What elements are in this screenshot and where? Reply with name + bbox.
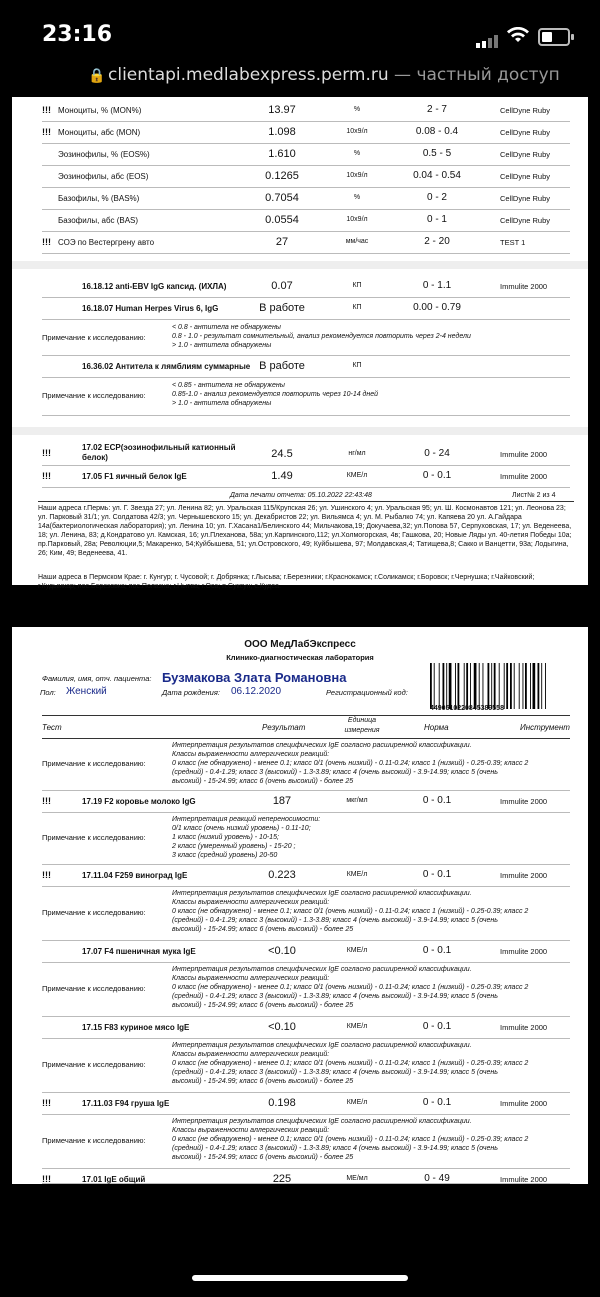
test-result: <0.10: [268, 945, 296, 957]
table-row: [42, 187, 570, 210]
test-note: Примечание к исследованию: Интерпретация результатов специфических IgE согласно расширенной классификации. Классы выраженности аллергических реакций: 0 класс (не обнаружено) - менее 0.1; класс 0/1 (очень низкий) - 0.11-0.24; класс 1 (низкий) - 0.25-0.39; класс 2 (средний) - 0.4-1.29; класс 3 (высокий) - 1.3-3.89; класс 4 (очень высокий) - 3.9-14.99; класс 5 (очень высокий) - 15-24.99; класс 6 (очень высокий) - более 25: [42, 1114, 570, 1169]
abnormal-marker: !!!: [42, 1098, 51, 1108]
section-separator: [12, 427, 588, 435]
address-bar[interactable]: [0, 60, 600, 96]
sheet-number: Лист№ 2 из 4: [512, 492, 556, 499]
section-separator: [12, 261, 588, 269]
test-result: 0.07: [271, 280, 293, 292]
test-norm: 0 - 0.1: [422, 869, 452, 880]
test-instrument: Immulite 2000: [500, 1023, 548, 1032]
test-instrument: CellDyne Ruby: [500, 150, 551, 159]
cellular-signal-icon: [476, 30, 500, 48]
test-norm: 0 - 1.1: [422, 280, 452, 291]
clock: 23:16: [42, 22, 113, 47]
test-norm: 0.04 - 0.54: [413, 170, 461, 181]
test-result: 0.198: [268, 1097, 296, 1109]
barcode-number: 4490510220845389558: [430, 705, 504, 712]
test-name: Эозинофилы, абс (EOS): [58, 172, 149, 181]
test-result: 1.610: [268, 148, 296, 160]
test-norm: 2 - 7: [426, 104, 447, 115]
patient-dob: 06.12.2020: [231, 686, 282, 697]
test-result: 1.098: [268, 126, 296, 138]
test-unit: КП: [352, 304, 362, 311]
test-name: Эозинофилы, % (EOS%): [58, 150, 150, 159]
status-bar: [0, 0, 600, 60]
battery-icon: [538, 28, 570, 46]
test-instrument: Immulite 2000: [500, 282, 548, 291]
test-note: Примечание к исследованию: < 0.85 - антитела не обнаружены 0.85-1.0 - анализ рекомендуется повторить через 10-14 дней > 1.0 - антитела обнаружены: [42, 377, 570, 416]
test-result: 225: [272, 1173, 292, 1185]
test-norm: 0.5 - 5: [422, 148, 452, 159]
test-name: 17.19 F2 коровье молоко IgG: [82, 797, 196, 806]
test-name: 17.02 ECP(эозинофильный катионный: [82, 443, 236, 452]
addresses-region: Наши адреса в Пермском Крае: г. Кунгур; г. Чусовой; г. Добрянка; г.Лысьва; г.Березники; г.Краснокамск; г.Соликамск; г.Боровск; г.Чернушка; г.Чайковский; г.Кудымкар; пос.Березовка; пос.Полазна; г.Нытва; г.Оса; п.Суксун; с.Кудеа.: [38, 574, 535, 590]
barcode-icon: [430, 663, 580, 709]
test-name: 16.18.07 Human Herpes Virus 6, IgG: [82, 304, 219, 313]
test-result: В работе: [259, 302, 305, 314]
abnormal-marker: !!!: [42, 796, 51, 806]
test-unit: МЕ/мл: [346, 1175, 368, 1182]
abnormal-marker: !!!: [42, 870, 51, 880]
test-name: 16.36.02 Антитела к лямблиям суммарные: [82, 362, 251, 371]
test-unit: КМЕ/л: [346, 472, 368, 479]
table-row: [42, 465, 570, 488]
test-instrument: CellDyne Ruby: [500, 106, 551, 115]
table-row: [42, 121, 570, 144]
test-name: Базофилы, % (BAS%): [58, 194, 140, 203]
test-instrument: CellDyne Ruby: [500, 194, 551, 203]
test-unit: 10х9/л: [346, 128, 368, 135]
test-instrument: CellDyne Ruby: [500, 172, 551, 181]
test-result: 0.1265: [265, 170, 299, 182]
table-row: [42, 209, 570, 232]
test-instrument: Immulite 2000: [500, 472, 548, 481]
test-unit: КМЕ/л: [346, 1099, 368, 1106]
test-result: В работе: [259, 360, 305, 372]
test-note: Примечание к исследованию: Интерпретация реакций непереносимости: 0/1 класс (очень низкий уровень) - 0.11-10; 1 класс (низкий уровень) - 10-15; 2 класс (умеренный уровень) - 15-20 ; 3 класс (средний уровень) 20-50: [42, 812, 570, 865]
test-result: 27: [275, 236, 289, 248]
test-norm: 0 - 0.1: [422, 1097, 452, 1108]
table-row: [42, 441, 570, 466]
table-row: [42, 297, 570, 320]
table-row: [42, 165, 570, 188]
test-norm: 0 - 49: [424, 1173, 450, 1184]
test-norm: 0 - 1: [426, 214, 447, 225]
test-unit: %: [353, 194, 361, 201]
abnormal-marker: !!!: [42, 127, 51, 137]
test-note: Примечание к исследованию: Интерпретация результатов специфических IgE согласно расширенной классификации. Классы выраженности аллергических реакций: 0 класс (не обнаружено) - менее 0.1; класс 0/1 (очень низкий) - 0.11-0.24; класс 1 (низкий) - 0.25-0.39; класс 2 (средний) - 0.4-1.29; класс 3 (высокий) - 1.3-3.89; класс 4 (очень высокий) - 3.9-14.99; класс 5 (очень высокий) - 15-24.99; класс 6 (очень высокий) - более 25: [42, 1038, 570, 1093]
test-note: Примечание к исследованию: < 0.8 - антитела не обнаружены 0.8 - 1.0 - результат сомнительный, анализ рекомендуется повторить через 2-4 недели > 1.0 - антитела обнаружены: [42, 319, 570, 356]
test-instrument: Immulite 2000: [500, 871, 548, 880]
test-norm: 0.00 - 0.79: [413, 302, 461, 313]
table-row: [42, 1016, 570, 1039]
test-result: 13.97: [268, 104, 296, 116]
divider: [38, 501, 574, 502]
table-header: Тест Результат Единица измерения Норма Инструмент: [42, 715, 570, 739]
test-name: 16.18.12 anti-EBV IgG капсид. (ИХЛА): [82, 282, 227, 291]
print-date: Дата печати отчета: 05.10.2022 22:43:48: [230, 492, 372, 499]
test-norm: 0 - 24: [424, 448, 450, 459]
test-instrument: Immulite 2000: [500, 947, 548, 956]
test-norm: 0 - 0.1: [422, 795, 452, 806]
test-name: 17.11.03 F94 груша IgE: [82, 1099, 170, 1108]
test-unit: 10х9/л: [346, 216, 368, 223]
test-name: 17.01 IgE общий: [82, 1175, 146, 1184]
test-instrument: Immulite 2000: [500, 797, 548, 806]
test-name-cont: белок): [82, 453, 108, 462]
test-instrument: CellDyne Ruby: [500, 216, 551, 225]
table-row: [42, 99, 570, 122]
test-note: Примечание к исследованию: Интерпретация результатов специфических IgE согласно расширенной классификации. Классы выраженности аллергических реакций: 0 класс (не обнаружено) - менее 0.1; класс 0/1 (очень низкий) - 0.11-0.24; класс 1 (низкий) - 0.25-0.39; класс 2 (средний) - 0.4-1.29; класс 3 (высокий) - 1.3-3.89; класс 4 (очень высокий) - 3.9-14.99; класс 5 (очень высокий) - 15-24.99; класс 6 (очень высокий) - более 25: [42, 738, 570, 791]
abnormal-marker: !!!: [42, 471, 51, 481]
test-note: Примечание к исследованию: Интерпретация результатов специфических IgE согласно расширенной классификации. Классы выраженности аллергических реакций: 0 класс (не обнаружено) - менее 0.1; класс 0/1 (очень низкий) - 0.11-0.24; класс 1 (низкий) - 0.25-0.39; класс 2 (средний) - 0.4-1.29; класс 3 (высокий) - 1.3-3.89; класс 4 (очень высокий) - 3.9-14.99; класс 5 (очень высокий) - 15-24.99; класс 6 (очень высокий) - более 25: [42, 962, 570, 1017]
table-row: [42, 143, 570, 166]
table-row: [42, 864, 570, 887]
sex-label: Пол:: [40, 688, 56, 697]
test-norm: 0.08 - 0.4: [415, 126, 459, 137]
abnormal-marker: !!!: [42, 105, 51, 115]
test-norm: 2 - 20: [424, 236, 450, 247]
lock-icon: 🔒: [88, 67, 106, 83]
table-row: [42, 790, 570, 813]
test-name: Моноциты, абс (MON): [58, 128, 141, 137]
test-norm: 0 - 0.1: [422, 945, 452, 956]
test-unit: мкг/мл: [346, 797, 368, 804]
abnormal-marker: !!!: [42, 237, 51, 247]
url-text: clientapi.medlabexpress.perm.ru: [108, 65, 389, 85]
test-instrument: Immulite 2000: [500, 450, 548, 459]
table-row: [42, 940, 570, 963]
home-indicator[interactable]: [192, 1275, 408, 1281]
test-instrument: CellDyne Ruby: [500, 128, 551, 137]
table-row: [42, 275, 570, 298]
test-result: 0.223: [268, 869, 296, 881]
reg-code-label: Регистрационный код:: [326, 688, 408, 697]
test-unit: КМЕ/л: [346, 947, 368, 954]
test-name: 17.05 F1 яичный белок IgE: [82, 472, 187, 481]
test-note: Примечание к исследованию: Интерпретация результатов специфических IgE согласно расширенной классификации. Классы выраженности аллергических реакций: 0 класс (не обнаружено) - менее 0.1; класс 0/1 (очень низкий) - 0.11-0.24; класс 1 (низкий) - 0.25-0.39; класс 2 (средний) - 0.4-1.29; класс 3 (высокий) - 1.3-3.89; класс 4 (очень высокий) - 3.9-14.99; класс 5 (очень высокий) - 15-24.99; класс 6 (очень высокий) - более 25: [42, 886, 570, 941]
report-page-2: [12, 627, 588, 1184]
test-norm: 0 - 0.1: [422, 1021, 452, 1032]
table-row: [42, 355, 570, 378]
test-name: 17.07 F4 пшеничная мука IgE: [82, 947, 196, 956]
patient-label: Фамилия, имя, отч. пациента:: [42, 674, 152, 683]
test-instrument: Immulite 2000: [500, 1175, 548, 1184]
test-name: СОЭ по Вестергрену авто: [58, 238, 155, 247]
test-norm: 0 - 2: [426, 192, 447, 203]
test-name: Базофилы, абс (BAS): [58, 216, 139, 225]
report-page-1: [12, 97, 588, 590]
test-norm: 0 - 0.1: [422, 470, 452, 481]
test-name: Моноциты, % (MON%): [58, 106, 142, 115]
wifi-icon: [506, 27, 530, 43]
private-mode-label: — частный доступ: [388, 65, 560, 85]
test-unit: %: [353, 150, 361, 157]
table-row: [42, 1168, 570, 1184]
dob-label: Дата рождения:: [162, 688, 220, 697]
patient-sex: Женский: [66, 686, 107, 697]
patient-name: Бузмакова Злата Романовна: [162, 670, 347, 685]
test-result: 1.49: [271, 470, 293, 482]
lab-name: Клинико-диагностическая лаборатория: [226, 653, 374, 662]
test-unit: КМЕ/л: [346, 1023, 368, 1030]
test-unit: нг/мл: [348, 450, 366, 457]
test-unit: КП: [352, 362, 362, 369]
test-result: 0.0554: [265, 214, 299, 226]
test-result: 0.7054: [265, 192, 299, 204]
test-unit: %: [353, 106, 361, 113]
test-unit: КМЕ/л: [346, 871, 368, 878]
addresses-perm: Наши адреса г.Пермь: ул. Г. Звезда 27; ул. Ленина 82; ул. Уральская 115/Крупская 26; ул. Ушинского 4; ул. Уральская 95; ул. Ш. Космонавтов 121; ул. Леонова 23; ул. Парковый 31/1; ул. Солдатова 42/3; ул. Чернышевского 15; ул. Декабристов 22; ул. Вильямса 4; ул. М. Рыбалко 74; ул. Капяева 20 ул. А.Гайдара 14а(бактериологическая лаборатория); ул. Ленина 10; ул. Г.Хасана1/Белинского 44; Мильчакова,19; Докучаева,32; ул.Попова 57, Серпуховская, 17; ул. Веденеева, 18; ул. Ленина, 83; д.Кондратово ул. Камская, 16; ул.Плеханова, 58а; ул.Карпинского,112; ул.Холмогорская, 4в; Гашкова, 20; Новые Ляды ул. 40-летия Победы 10а; пр.Парковый, 28а; Революции,5; Макаренко, 54;Куйбышева, 51; ул.Островского, 49; Куйбышева, 97; Молдавская,4; Татищева,8; Сакко и Ванцетти, 93а; Лодыгина, 26; Ким, 49; Веденеева, 41.: [38, 505, 572, 557]
test-result: 187: [272, 795, 292, 807]
test-unit: 10х9/л: [346, 172, 368, 179]
table-row: [42, 1092, 570, 1115]
test-instrument: Immulite 2000: [500, 1099, 548, 1108]
test-name: 17.11.04 F259 виноград IgE: [82, 871, 188, 880]
org-name: ООО МедЛабЭкспресс: [244, 639, 356, 650]
test-result: <0.10: [268, 1021, 296, 1033]
test-name: 17.15 F83 куриное мясо IgE: [82, 1023, 190, 1032]
abnormal-marker: !!!: [42, 448, 51, 458]
test-result: 24.5: [271, 448, 293, 460]
test-instrument: TEST 1: [500, 238, 526, 247]
test-unit: мм/час: [345, 238, 369, 245]
table-row: [42, 231, 570, 254]
test-unit: КП: [352, 282, 362, 289]
abnormal-marker: !!!: [42, 1174, 51, 1184]
